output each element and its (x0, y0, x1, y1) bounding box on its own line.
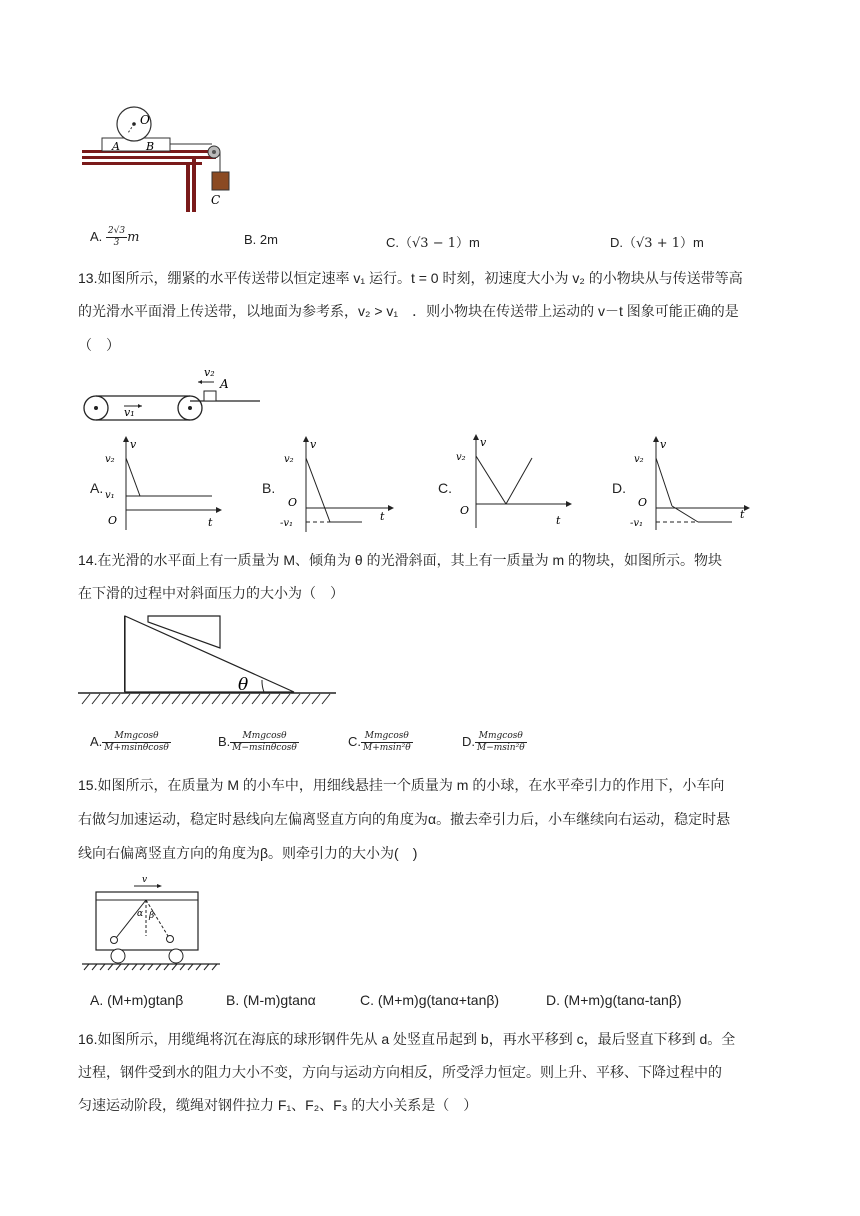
q13-graph-a (102, 434, 222, 534)
q12-option-a: A. $\frac{2√3}{3}$ m (90, 226, 140, 248)
q13-graph-c-letter: C. (438, 480, 452, 496)
q14-line1: 14.在光滑的水平面上有一质量为 M、倾角为 θ 的光滑斜面，其上有一质量为 m 的物块，如图所示。物块 (78, 552, 723, 568)
graph-b-o: O (288, 496, 298, 509)
q15-option-c: C. (M+m)g(tanα+tanβ) (360, 992, 500, 1008)
graph-a-v2: v₂ (105, 454, 115, 465)
q16-line2: 过程，钢件受到水的阻力大小不变，方向与运动方向相反，所受浮力恒定。则上升、平移、下降过程中的 (78, 1064, 722, 1080)
q16-line1: 16.如图所示，用缆绳将沉在海底的球形钢件先从 a 处竖直吊起到 b，再水平移到 c，最后竖直下移到 d。全 (78, 1031, 736, 1047)
graph-b-neg-v1: -v₁ (280, 518, 294, 529)
graph-c-v: v (480, 436, 487, 449)
graph-a-v1: v₁ (105, 490, 115, 501)
graph-a-v: v (130, 438, 137, 451)
graph-a-o: O (108, 514, 118, 527)
q13-line2: 的光滑水平面滑上传送带，以地面为参考系，v₂ > v₁ ．则小物块在传送带上运动的 v－t 图象可能正确的是 (78, 303, 739, 319)
q14-option-b: B. $\frac{\text{Mmgcosθ}}{M-msin\theta\cos\theta}$ (218, 731, 297, 753)
q14-option-c: C. $\frac{\text{Mmgcosθ}}{\text{M+msin²θ}}$ (348, 731, 411, 753)
q12-option-c: C.（√3 − 1）m (386, 235, 480, 251)
q13-graph-b-letter: B. (262, 480, 276, 496)
q13-graph-c (454, 432, 578, 532)
graph-d-t: t (740, 508, 745, 521)
q15-line3: 线向右偏离竖直方向的角度为β。则牵引力的大小为( ) (78, 845, 418, 861)
graph-d-o: O (638, 496, 648, 509)
frac-num: 2√3 (107, 226, 126, 236)
q13-graph-d-letter: D. (612, 480, 626, 496)
q13-line3: （ ） (78, 337, 120, 353)
q12-option-b: B. 2m (244, 232, 278, 247)
q14-theta: θ (238, 675, 249, 695)
q13-graph-d (628, 434, 754, 534)
q15-v-label: v (142, 875, 148, 885)
q13-line1: 13.如图所示，绷紧的水平传送带以恒定速率 v₁ 运行。t = 0 时刻，初速度大小为 v₂ 的小物块从与传送带等高 (78, 270, 743, 286)
label-a: A (112, 140, 120, 153)
graph-b-v2: v₂ (284, 454, 294, 465)
belt-v2: v₂ (204, 366, 215, 379)
q15-beta: β (149, 911, 155, 921)
belt-block-a: A (220, 377, 229, 391)
graph-d-v2: v₂ (634, 454, 644, 465)
q13-graph-b (278, 434, 398, 534)
belt-v1: v₁ (124, 406, 135, 419)
graph-d-neg-v1: -v₁ (630, 518, 644, 529)
q15-cart-figure (80, 874, 222, 972)
q15-alpha: α (137, 909, 144, 919)
graph-c-o: O (460, 504, 470, 517)
graph-c-v2: v₂ (456, 452, 466, 463)
q14-incline-figure (78, 612, 340, 708)
q14-option-d: D. $\frac{\text{Mmgcosθ}}{\text{M−msin²θ}}$ (462, 731, 525, 753)
q16-line3: 匀速运动阶段，缆绳对钢件拉力 F₁、F₂、F₃ 的大小关系是（ ） (78, 1097, 478, 1113)
graph-b-v: v (310, 438, 317, 451)
q15-line2: 右做匀加速运动，稳定时悬线向左偏离竖直方向的角度为α。撤去牵引力后，小车继续向右运动，稳定时悬 (78, 811, 731, 827)
label-o: O (140, 113, 150, 127)
graph-b-t: t (380, 510, 385, 523)
q15-option-a: A. (M+m)gtanβ (90, 992, 184, 1008)
frac-den: 3 (113, 238, 120, 248)
q13-graph-a-letter: A. (90, 480, 104, 496)
q15-line1: 15.如图所示，在质量为 M 的小车中，用细线悬挂一个质量为 m 的小球，在水平牵引力的作用下，小车向 (78, 777, 725, 793)
q13-belt-figure (80, 364, 270, 426)
label-b: B (146, 140, 155, 153)
graph-d-v: v (660, 438, 667, 451)
graph-a-t: t (208, 516, 213, 529)
graph-c-t: t (556, 514, 561, 527)
q12-option-d: D.（√3 + 1）m (610, 235, 704, 251)
q15-option-d: D. (M+m)g(tanα-tanβ) (546, 992, 682, 1008)
q12-pulley-figure (78, 100, 238, 218)
q14-option-a: A. $\frac{\text{Mmgcosθ}}{M+msin\theta\cos\theta}$ (90, 731, 169, 753)
label-c: C (211, 193, 221, 207)
q15-option-b: B. (M-m)gtanα (226, 992, 316, 1008)
q14-line2: 在下滑的过程中对斜面压力的大小为（ ） (78, 585, 344, 601)
